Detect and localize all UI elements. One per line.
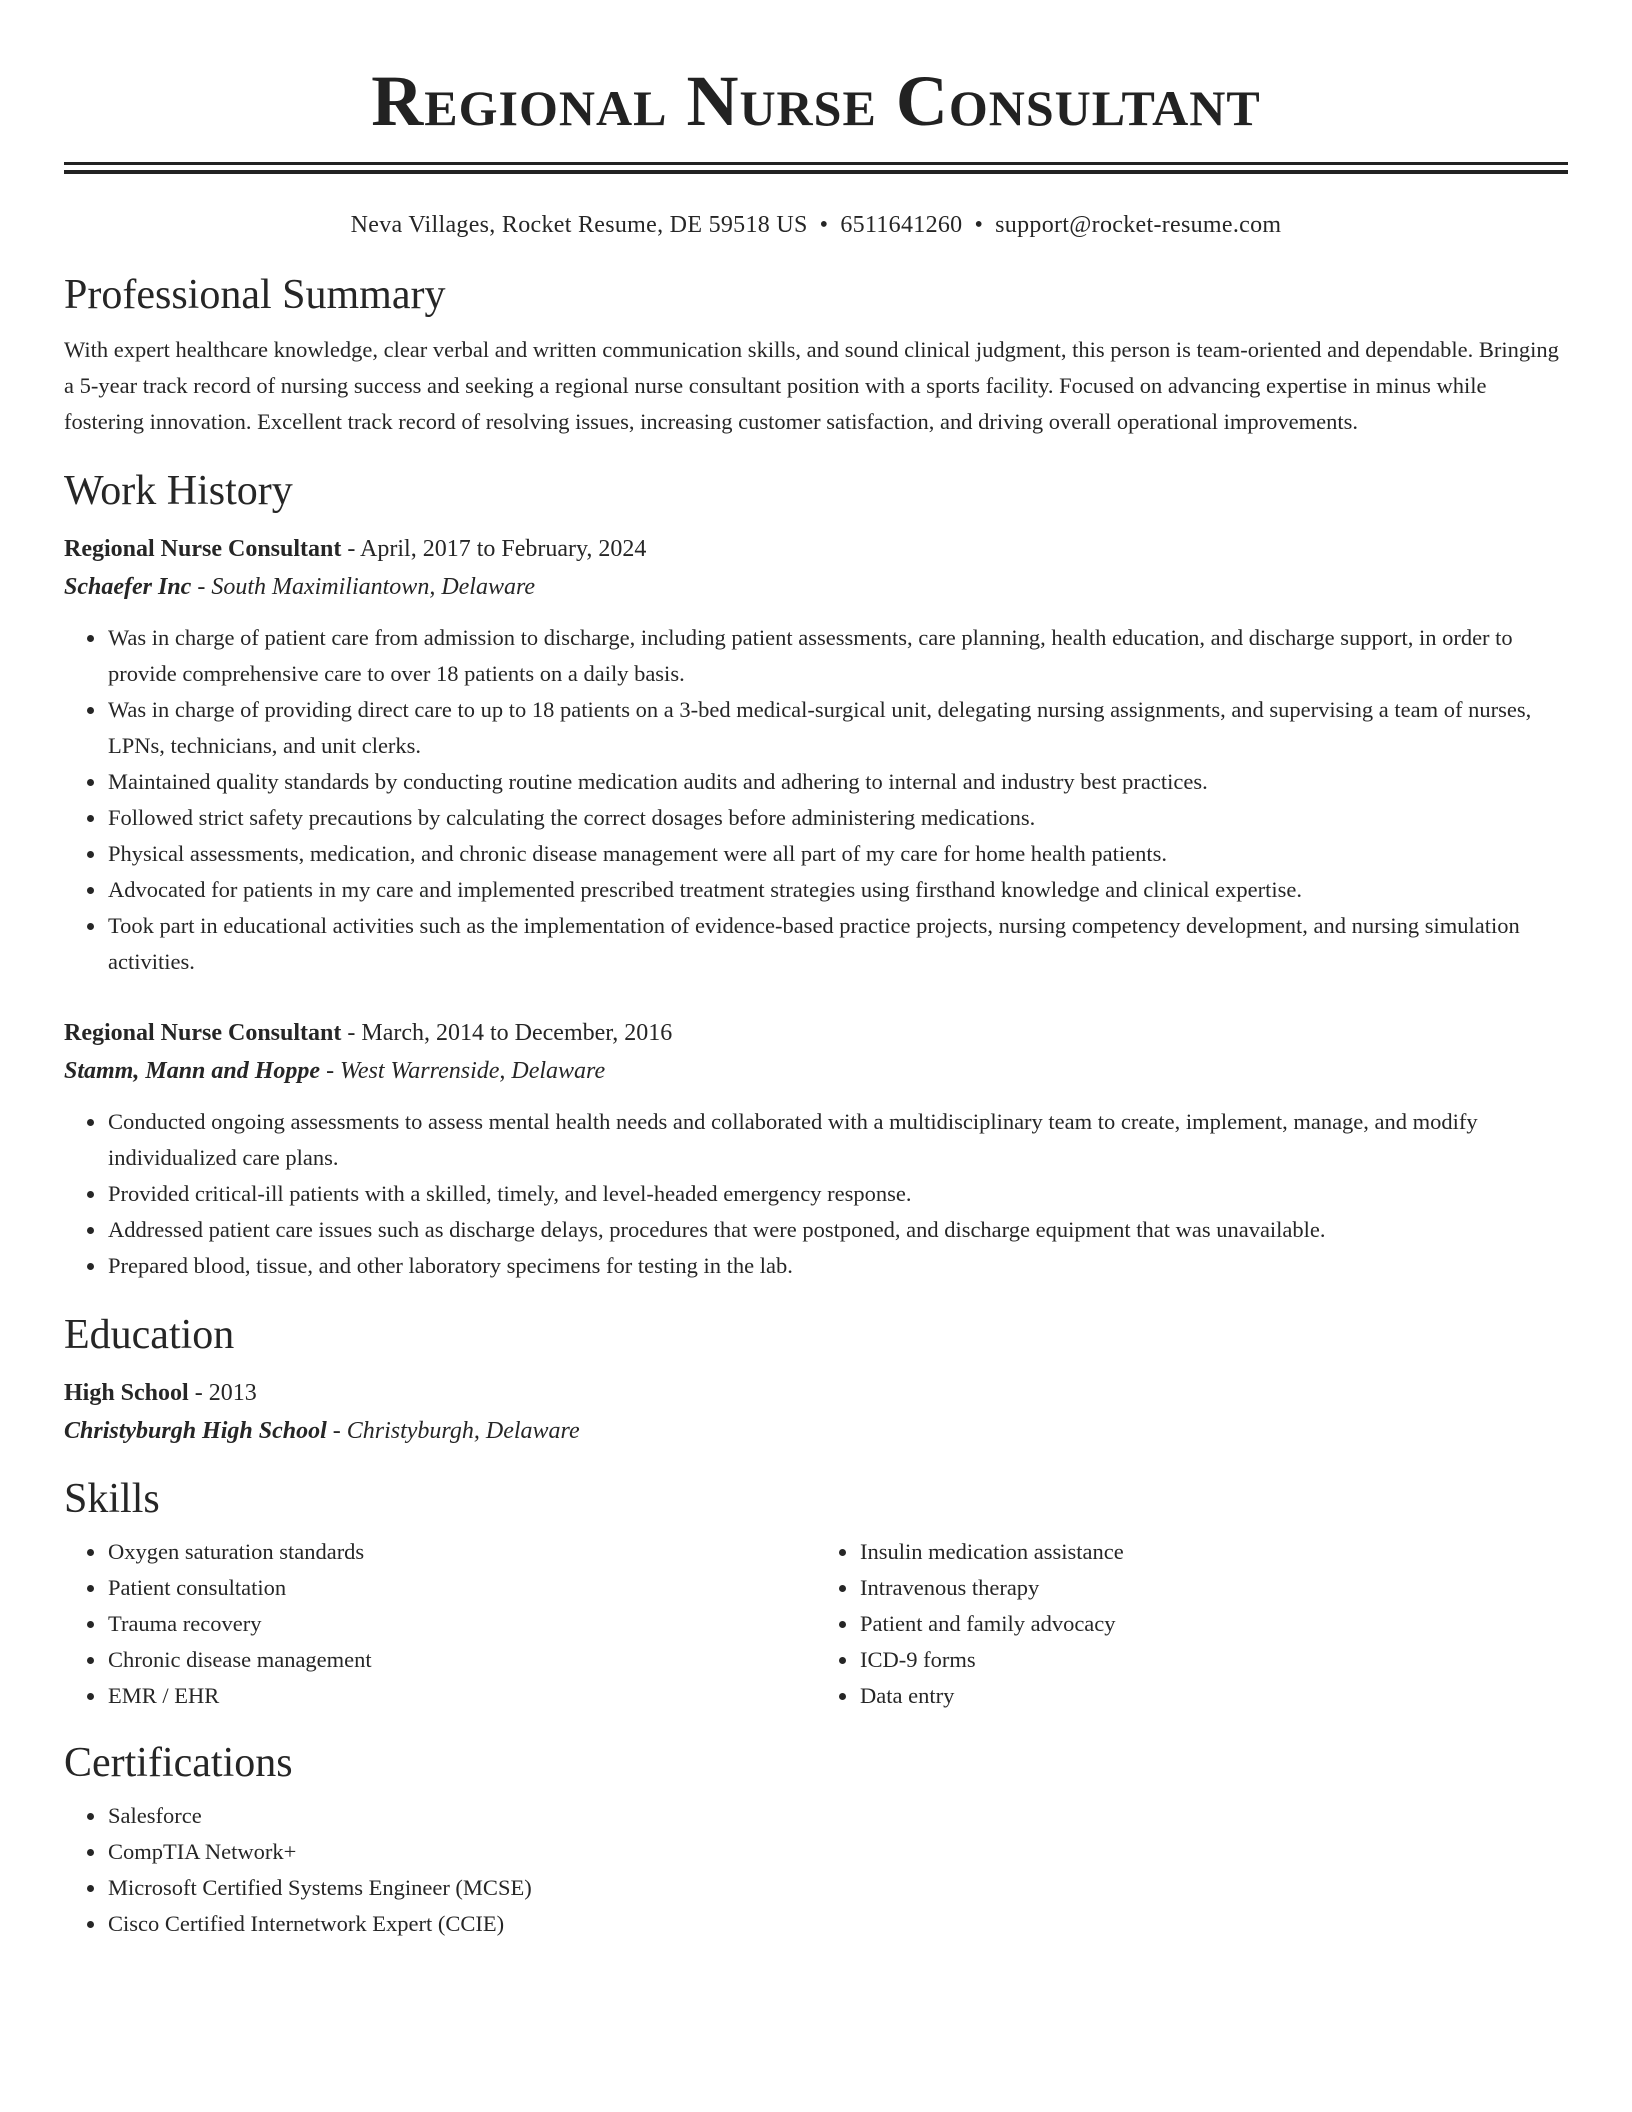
contact-separator: • bbox=[974, 212, 984, 238]
title-divider-top bbox=[64, 162, 1568, 165]
section-title-work-history: Work History bbox=[64, 468, 293, 514]
job-entry bbox=[64, 1014, 1568, 1284]
job-company-line bbox=[64, 568, 1568, 606]
list-item: • Physical assessments, medication, and chronic disease management were all part of my care for home health patients. bbox=[107, 836, 1568, 872]
list-item: • Prepared blood, tissue, and other laboratory specimens for testing in the lab. bbox=[107, 1248, 1568, 1284]
job-location: - West Warrenside, Delaware bbox=[326, 1058, 606, 1084]
education-year: - 2013 bbox=[194, 1380, 257, 1406]
list-item: • Provided critical-ill patients with a skilled, timely, and level-headed emergency response. bbox=[107, 1176, 1568, 1212]
list-item: • Advocated for patients in my care and implemented prescribed treatment strategies using firsthand knowledge and clinical expertise. bbox=[107, 872, 1568, 908]
list-item: • Trauma recovery bbox=[107, 1606, 816, 1642]
certifications-list bbox=[64, 1798, 1568, 1942]
job-title: Regional Nurse Consultant bbox=[64, 1020, 342, 1046]
job-dates: - April, 2017 to February, 2024 bbox=[347, 536, 647, 562]
skills-column-left bbox=[64, 1534, 816, 1714]
list-item: • Chronic disease management bbox=[107, 1642, 816, 1678]
job-entry bbox=[64, 530, 1568, 980]
section-title-education: Education bbox=[64, 1312, 235, 1358]
contact-line bbox=[64, 210, 1568, 240]
job-company-line bbox=[64, 1052, 1568, 1090]
education-location: - Christyburgh, Delaware bbox=[332, 1418, 580, 1444]
education-school: Christyburgh High School bbox=[64, 1418, 327, 1444]
job-title-line bbox=[64, 530, 1568, 568]
list-item: • EMR / EHR bbox=[107, 1678, 816, 1714]
job-dates: - March, 2014 to December, 2016 bbox=[347, 1020, 673, 1046]
list-item: • Was in charge of patient care from admission to discharge, including patient assessments, care planning, health education, and discharge support, in order to provide comprehensive care to over 18 patients on a daily basis. bbox=[107, 620, 1568, 692]
list-item: • Patient and family advocacy bbox=[859, 1606, 1568, 1642]
job-bullets bbox=[64, 1104, 1568, 1284]
list-item: • Addressed patient care issues such as discharge delays, procedures that were postponed, and discharge equipment that was unavailable. bbox=[107, 1212, 1568, 1248]
list-item: • ICD-9 forms bbox=[859, 1642, 1568, 1678]
section-title-skills: Skills bbox=[64, 1476, 160, 1522]
page-title: Regional Nurse Consultant bbox=[371, 61, 1261, 141]
skills-list bbox=[64, 1534, 1568, 1714]
list-item: • Maintained quality standards by conducting routine medication audits and adhering to internal and industry best practices. bbox=[107, 764, 1568, 800]
list-item: • Was in charge of providing direct care to up to 18 patients on a 3-bed medical-surgical unit, delegating nursing assignments, and supervising a team of nurses, LPNs, technicians, and unit clerks. bbox=[107, 692, 1568, 764]
contact-address: Neva Villages, Rocket Resume, DE 59518 US bbox=[350, 212, 808, 238]
job-company: Stamm, Mann and Hoppe bbox=[64, 1058, 321, 1084]
education-school-line bbox=[64, 1412, 1568, 1450]
list-item: • Insulin medication assistance bbox=[859, 1534, 1568, 1570]
contact-separator: • bbox=[819, 212, 829, 238]
job-title: Regional Nurse Consultant bbox=[64, 536, 342, 562]
section-title-summary: Professional Summary bbox=[64, 272, 446, 318]
list-item: • Took part in educational activities such as the implementation of evidence-based practice projects, nursing competency development, and nursing simulation activities. bbox=[107, 908, 1568, 980]
education-entry bbox=[64, 1374, 1568, 1450]
list-item: • Conducted ongoing assessments to assess mental health needs and collaborated with a multidisciplinary team to create, implement, manage, and modify individualized care plans. bbox=[107, 1104, 1568, 1176]
list-item: • Salesforce bbox=[107, 1798, 1568, 1834]
education-degree-line bbox=[64, 1374, 1568, 1412]
education-degree: High School bbox=[64, 1380, 189, 1406]
job-bullets bbox=[64, 620, 1568, 980]
list-item: • Oxygen saturation standards bbox=[107, 1534, 816, 1570]
skills-column-right bbox=[816, 1534, 1568, 1714]
list-item: • CompTIA Network+ bbox=[107, 1834, 1568, 1870]
list-item: • Followed strict safety precautions by calculating the correct dosages before administering medications. bbox=[107, 800, 1568, 836]
list-item: • Data entry bbox=[859, 1678, 1568, 1714]
job-company: Schaefer Inc bbox=[64, 574, 192, 600]
summary-text: With expert healthcare knowledge, clear verbal and written communication skills, and sound clinical judgment, this person is team-oriented and dependable. Bringing a 5-year track record of nursing success and seeking a regional nurse consultant position with a sports facility. Focused on advancing expertise in minus while fostering innovation. Excellent track record of resolving issues, increasing customer satisfaction, and driving overall operational improvements. bbox=[64, 337, 1559, 434]
section-title-certifications: Certifications bbox=[64, 1740, 293, 1786]
contact-phone: 6511641260 bbox=[840, 212, 963, 238]
job-location: - South Maximiliantown, Delaware bbox=[197, 574, 536, 600]
list-item: • Intravenous therapy bbox=[859, 1570, 1568, 1606]
list-item: • Patient consultation bbox=[107, 1570, 816, 1606]
job-title-line bbox=[64, 1014, 1568, 1052]
title-divider-bottom bbox=[64, 170, 1568, 174]
list-item: • Microsoft Certified Systems Engineer (MCSE) bbox=[107, 1870, 1568, 1906]
list-item: • Cisco Certified Internetwork Expert (CCIE) bbox=[107, 1906, 1568, 1942]
contact-email: support@rocket-resume.com bbox=[995, 212, 1282, 238]
